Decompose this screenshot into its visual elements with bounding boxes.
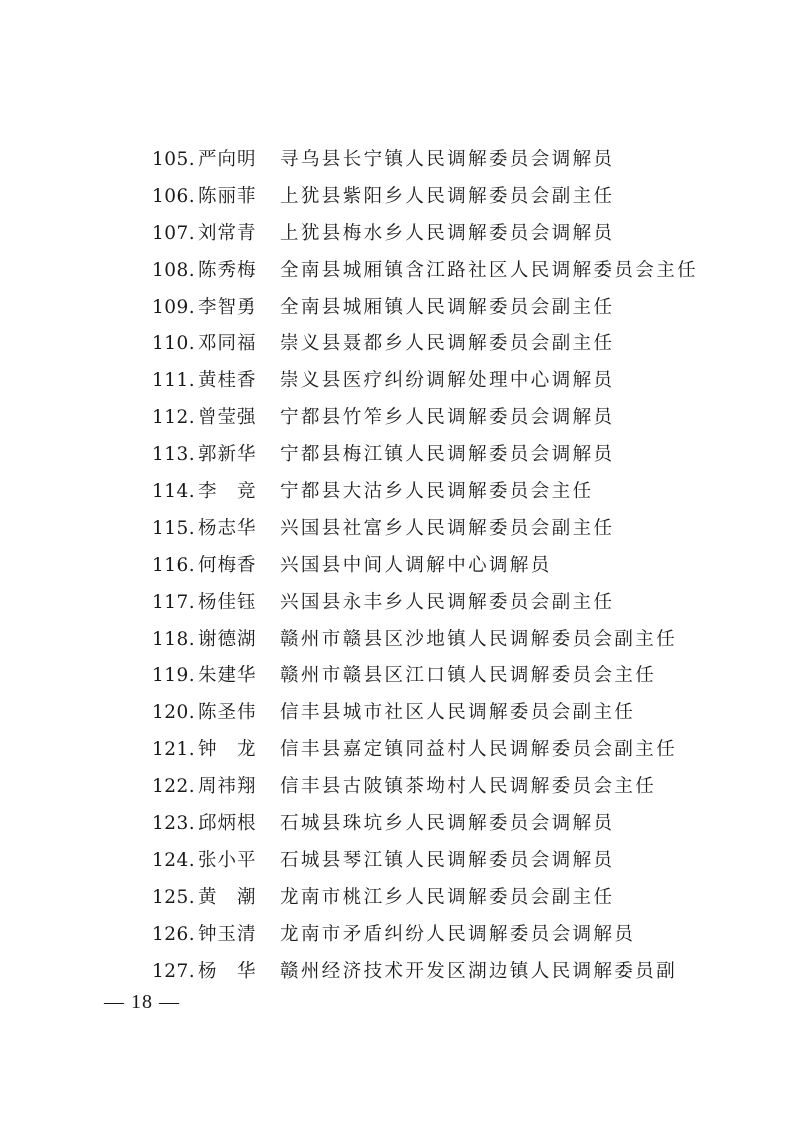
entry-organization: 赣州市赣县区江口镇人民调解委员会主任 <box>280 665 657 687</box>
list-item <box>152 917 752 954</box>
entry-number: 109. <box>152 296 196 318</box>
list-item <box>152 363 752 400</box>
list-item <box>152 806 752 843</box>
entry-organization: 信丰县古陂镇茶坳村人民调解委员会主任 <box>280 776 657 798</box>
entry-number: 105. <box>152 149 196 170</box>
entry-number: 127. <box>152 960 196 982</box>
entry-organization: 宁都县梅江镇人民调解委员会调解员 <box>280 444 615 466</box>
entry-name: 邓同福 <box>198 333 257 355</box>
entry-number: 116. <box>152 554 196 576</box>
list-item <box>152 622 752 659</box>
entry-name: 陈丽菲 <box>198 185 257 207</box>
entry-organization: 寻乌县长宁镇人民调解委员会调解员 <box>280 149 615 170</box>
list-item <box>152 326 752 363</box>
entry-number: 107. <box>152 222 196 244</box>
mediator-list <box>152 142 752 990</box>
page-number: — 18 — <box>104 991 180 1013</box>
list-item <box>152 179 752 216</box>
entry-organization: 龙南市桃江乡人民调解委员会副主任 <box>280 886 615 908</box>
entry-number: 126. <box>152 923 196 945</box>
entry-number: 118. <box>152 628 196 650</box>
entry-organization: 上犹县紫阳乡人民调解委员会副主任 <box>280 185 615 207</box>
list-item <box>152 142 752 179</box>
entry-name: 谢德湖 <box>198 628 257 650</box>
list-item <box>152 954 752 991</box>
entry-organization: 崇义县聂都乡人民调解委员会副主任 <box>280 333 615 355</box>
list-item <box>152 437 752 474</box>
entry-organization: 石城县珠坑乡人民调解委员会调解员 <box>280 813 615 835</box>
entry-name: 朱建华 <box>198 665 257 687</box>
entry-name: 严向明 <box>198 149 257 170</box>
entry-name: 黄 潮 <box>198 886 257 908</box>
entry-organization: 龙南市矛盾纠纷人民调解委员会调解员 <box>280 923 636 945</box>
entry-name: 邱炳根 <box>198 813 257 835</box>
list-item <box>152 732 752 769</box>
entry-organization: 宁都县大沽乡人民调解委员会主任 <box>280 481 594 503</box>
list-item <box>152 548 752 585</box>
entry-organization: 赣州经济技术开发区湖边镇人民调解委员副 <box>280 960 678 982</box>
list-item <box>152 290 752 327</box>
entry-number: 113. <box>152 444 196 466</box>
entry-number: 123. <box>152 813 196 835</box>
list-item <box>152 769 752 806</box>
list-item <box>152 880 752 917</box>
entry-organization: 崇义县医疗纠纷调解处理中心调解员 <box>280 370 615 392</box>
entry-name: 李智勇 <box>198 296 257 318</box>
entry-name: 李 竞 <box>198 481 257 503</box>
entry-number: 112. <box>152 407 196 429</box>
entry-number: 111. <box>152 370 196 392</box>
entry-name: 钟 龙 <box>198 739 257 761</box>
list-item <box>152 585 752 622</box>
entry-name: 杨佳钰 <box>198 591 257 613</box>
entry-number: 117. <box>152 591 196 613</box>
entry-name: 周祎翔 <box>198 776 257 798</box>
list-item <box>152 400 752 437</box>
list-item <box>152 843 752 880</box>
entry-name: 郭新华 <box>198 444 257 466</box>
entry-name: 杨志华 <box>198 517 257 539</box>
list-item <box>152 695 752 732</box>
entry-name: 陈圣伟 <box>198 702 257 724</box>
entry-organization: 石城县琴江镇人民调解委员会调解员 <box>280 849 615 871</box>
entry-organization: 上犹县梅水乡人民调解委员会调解员 <box>280 222 615 244</box>
entry-organization: 信丰县嘉定镇同益村人民调解委员会副主任 <box>280 739 678 761</box>
entry-name: 黄桂香 <box>198 370 257 392</box>
list-item <box>152 253 752 290</box>
entry-name: 杨 华 <box>198 960 257 982</box>
list-item <box>152 511 752 548</box>
entry-organization: 全南县城厢镇人民调解委员会副主任 <box>280 296 615 318</box>
entry-organization: 兴国县中间人调解中心调解员 <box>280 554 552 576</box>
entry-organization: 兴国县社富乡人民调解委员会副主任 <box>280 517 615 539</box>
entry-number: 121. <box>152 739 196 761</box>
entry-name: 陈秀梅 <box>198 259 257 281</box>
entry-organization: 全南县城厢镇含江路社区人民调解委员会主任 <box>280 259 699 281</box>
entry-number: 119. <box>152 665 196 687</box>
entry-number: 110. <box>152 333 196 355</box>
entry-number: 120. <box>152 702 196 724</box>
list-item <box>152 658 752 695</box>
entry-number: 114. <box>152 481 196 503</box>
entry-number: 125. <box>152 886 196 908</box>
entry-name: 刘常青 <box>198 222 257 244</box>
entry-organization: 宁都县竹笮乡人民调解委员会调解员 <box>280 407 615 429</box>
entry-number: 124. <box>152 849 196 871</box>
entry-name: 何梅香 <box>198 554 257 576</box>
entry-name: 张小平 <box>198 849 257 871</box>
entry-number: 115. <box>152 517 196 539</box>
entry-organization: 兴国县永丰乡人民调解委员会副主任 <box>280 591 615 613</box>
entry-name: 钟玉清 <box>198 923 257 945</box>
list-item <box>152 216 752 253</box>
entry-organization: 信丰县城市社区人民调解委员会副主任 <box>280 702 636 724</box>
entry-number: 108. <box>152 259 196 281</box>
entry-name: 曾莹强 <box>198 407 257 429</box>
entry-number: 122. <box>152 776 196 798</box>
list-item <box>152 474 752 511</box>
entry-number: 106. <box>152 185 196 207</box>
entry-organization: 赣州市赣县区沙地镇人民调解委员会副主任 <box>280 628 678 650</box>
